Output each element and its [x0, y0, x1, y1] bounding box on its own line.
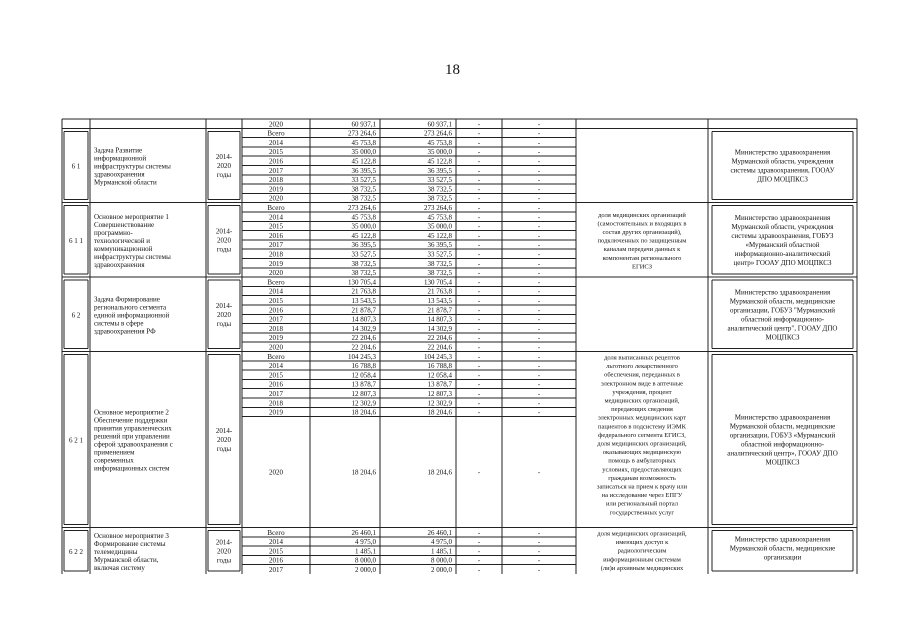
- item-name-line: программно-: [94, 228, 133, 237]
- year-cell: Всего: [267, 352, 285, 361]
- total-value: 13 878,7: [351, 380, 376, 389]
- other-value: -: [537, 468, 541, 477]
- year-cell: 2020: [269, 343, 283, 352]
- item-name-line: Обеспечение поддержки: [94, 416, 168, 425]
- year-cell: 2014: [269, 213, 283, 222]
- indicator-line: условиях, предоставляющих: [602, 466, 682, 474]
- year-cell: Всего: [267, 528, 285, 537]
- period-line: 2014-: [215, 427, 233, 435]
- other-value: -: [537, 324, 541, 333]
- period-line: годы: [216, 245, 232, 254]
- period-line: 2014-: [215, 538, 233, 547]
- item-name-line: технологической и: [94, 236, 151, 245]
- other-value: -: [537, 259, 541, 268]
- other-value: -: [537, 547, 541, 556]
- regional-value: 4 975,0: [431, 538, 452, 547]
- other-value: -: [537, 231, 541, 240]
- other-value: -: [537, 120, 541, 129]
- other-value: -: [537, 213, 541, 222]
- other-value: -: [537, 566, 541, 574]
- total-value: 38 732,5: [351, 194, 376, 203]
- executor-line: областной информационно-: [740, 315, 825, 324]
- federal-value: -: [477, 528, 481, 537]
- federal-value: -: [477, 547, 481, 556]
- regional-value: 130 705,4: [424, 278, 452, 287]
- year-cell: 2016: [269, 380, 283, 389]
- other-value: -: [537, 241, 541, 250]
- indicator-line: каналам передачи данных к: [603, 246, 681, 254]
- regional-value: 13 543,5: [427, 297, 452, 305]
- regional-value: 273 264,6: [424, 204, 452, 212]
- other-value: -: [537, 157, 541, 166]
- regional-value: 26 460,1: [427, 528, 452, 537]
- executor-line: системы здравоохранения, ГОБУЗ: [731, 231, 834, 240]
- period-line: 2020: [217, 162, 231, 170]
- year-cell: 2019: [269, 334, 283, 343]
- year-cell: 2015: [269, 547, 283, 556]
- federal-value: -: [477, 566, 481, 574]
- year-cell: 2018: [269, 324, 283, 333]
- indicator-line: оказывающих медицинскую: [602, 449, 682, 457]
- total-value: 273 264,6: [348, 204, 376, 212]
- federal-value: -: [477, 556, 481, 565]
- item-code: 6 2 1: [69, 436, 83, 445]
- indicator-line: электронных медицинских карт: [598, 414, 686, 422]
- item-name-line: принятия управленческих: [94, 424, 172, 433]
- federal-value: -: [477, 176, 481, 185]
- indicator-line: помощь в амбулаторных: [608, 457, 676, 465]
- total-value: 104 245,3: [348, 352, 376, 361]
- regional-value: 60 937,1: [427, 120, 452, 129]
- regional-value: 33 527,5: [427, 176, 452, 185]
- total-value: 35 000,0: [351, 222, 376, 231]
- total-value: 130 705,4: [348, 278, 376, 287]
- federal-value: -: [477, 204, 481, 212]
- item-name-line: сферой здравоохранения с: [94, 440, 173, 449]
- federal-value: -: [477, 306, 481, 315]
- regional-value: 22 204,6: [427, 343, 452, 352]
- period-line: 2014-: [215, 227, 233, 236]
- year-cell: 2020: [269, 120, 283, 129]
- item-name-line: здравоохранения РФ: [94, 327, 156, 336]
- executor-line: аналитический центр", ГООАУ ДПО: [727, 324, 838, 333]
- total-value: 2 000,0: [355, 566, 376, 574]
- federal-value: -: [477, 129, 481, 138]
- period-line: годы: [216, 445, 232, 453]
- federal-value: -: [477, 408, 481, 417]
- regional-value: 12 807,3: [427, 390, 452, 398]
- item-name-line: применением: [94, 448, 135, 457]
- indicator-line: (самостоятельных и входящих в: [597, 220, 687, 228]
- total-value: 22 204,6: [351, 334, 376, 343]
- item-name-line: информационной: [94, 154, 147, 163]
- regional-value: 45 753,8: [427, 138, 452, 147]
- federal-value: -: [477, 241, 481, 250]
- executor-line: аналитический центр», ГООАУ ДПО: [727, 449, 838, 458]
- federal-value: -: [477, 324, 481, 333]
- total-value: 60 937,1: [351, 120, 376, 129]
- other-value: -: [537, 204, 541, 212]
- indicator-line: доля медицинских организаций: [598, 211, 686, 219]
- regional-value: 45 753,8: [427, 213, 452, 222]
- period-line: 2020: [217, 547, 231, 556]
- other-value: -: [537, 297, 541, 305]
- total-value: 273 264,6: [348, 129, 376, 138]
- year-cell: 2017: [269, 566, 283, 574]
- regional-value: 12 058,4: [427, 371, 452, 380]
- period-line: годы: [216, 319, 232, 328]
- indicator-line: передающих сведения: [611, 406, 673, 414]
- regional-value: 14 302,9: [427, 324, 452, 333]
- executor-line: Мурманской области, медицинские: [729, 297, 836, 306]
- item-name-line: системы в сфере: [94, 319, 144, 328]
- year-cell: 2017: [269, 315, 283, 324]
- other-value: -: [537, 352, 541, 361]
- federal-value: -: [477, 468, 481, 477]
- federal-value: -: [477, 334, 481, 343]
- indicator-line: имеющих доступ к: [615, 539, 669, 547]
- total-value: 22 204,6: [351, 343, 376, 352]
- regional-value: 1 485,1: [431, 547, 452, 556]
- total-value: 4 975,0: [355, 538, 376, 547]
- other-value: -: [537, 278, 541, 287]
- indicator-line: учреждения, процент: [612, 388, 672, 396]
- period-line: годы: [216, 556, 232, 565]
- federal-value: -: [477, 287, 481, 296]
- regional-value: 38 732,5: [427, 185, 452, 194]
- year-cell: Всего: [267, 129, 285, 138]
- total-value: 21 878,7: [351, 306, 376, 315]
- year-cell: 2014: [269, 138, 283, 147]
- total-value: 45 122,8: [351, 231, 376, 240]
- total-value: 8 000,0: [355, 556, 376, 565]
- period-line: 2020: [217, 310, 231, 319]
- year-cell: 2019: [269, 259, 283, 268]
- federal-value: -: [477, 390, 481, 398]
- executor-line: центр» ГООАУ ДПО МОЦПКСЗ: [733, 258, 832, 267]
- year-cell: 2019: [269, 185, 283, 194]
- executor-line: информационно-аналитический: [734, 249, 831, 258]
- regional-value: 38 732,5: [427, 194, 452, 203]
- other-value: -: [537, 334, 541, 343]
- item-code: 6 2 2: [69, 547, 83, 556]
- executor-line: «Мурманский областной: [745, 240, 820, 249]
- item-name-line: здравоохранения: [94, 170, 145, 179]
- other-value: -: [537, 556, 541, 565]
- federal-value: -: [477, 194, 481, 203]
- regional-value: 2 000,0: [431, 566, 452, 574]
- federal-value: -: [477, 231, 481, 240]
- total-value: 13 543,5: [351, 297, 376, 305]
- other-value: -: [537, 185, 541, 194]
- executor-line: Министерство здравоохранения: [734, 413, 831, 422]
- year-cell: 2015: [269, 148, 283, 157]
- regional-value: 38 732,5: [427, 269, 452, 278]
- item-name-line: Задача Формирование: [94, 295, 160, 304]
- item-code: 6 2: [71, 311, 81, 320]
- executor-line: Министерство здравоохранения: [734, 213, 831, 222]
- total-value: 26 460,1: [351, 528, 376, 537]
- executor-line: Мурманской области, учреждения: [731, 222, 834, 231]
- item-name-line: инфраструктуры системы: [94, 252, 171, 261]
- period-line: 2020: [217, 436, 231, 444]
- year-cell: 2014: [269, 538, 283, 547]
- regional-value: 45 122,8: [427, 231, 452, 240]
- indicator-line: доля выписанных рецептов: [604, 354, 680, 362]
- other-value: -: [537, 222, 541, 231]
- indicator-line: компонентам регионального: [602, 254, 682, 262]
- indicator-line: радиологическим: [617, 547, 667, 555]
- indicator-line: на исследование через ЕПГУ: [601, 492, 683, 500]
- federal-value: -: [477, 120, 481, 129]
- federal-value: -: [477, 222, 481, 231]
- other-value: -: [537, 528, 541, 537]
- item-name-line: Формирование системы: [94, 539, 166, 548]
- other-value: -: [537, 287, 541, 296]
- executor-line: организации, ГОБУЗ «Мурманский: [729, 431, 836, 440]
- executor-line: системы здравоохранения, ГООАУ: [730, 166, 835, 175]
- item-name-line: Мурманской области,: [94, 555, 159, 564]
- executor-line: ДПО МОЦПКСЗ: [757, 175, 808, 184]
- indicator-line: государственных услуг: [609, 509, 675, 517]
- year-cell: 2020: [269, 468, 283, 477]
- executor-line: МОЦПКСЗ: [765, 458, 800, 467]
- total-value: 38 732,5: [351, 185, 376, 194]
- period-line: годы: [216, 171, 232, 179]
- year-cell: Всего: [267, 278, 285, 287]
- year-cell: 2015: [269, 222, 283, 231]
- regional-value: 36 395,5: [427, 166, 452, 175]
- total-value: 45 753,8: [351, 138, 376, 147]
- item-name-line: инфраструктуры системы: [94, 162, 171, 171]
- other-value: -: [537, 250, 541, 259]
- executor-line: Министерство здравоохранения: [734, 535, 831, 544]
- indicator-line: пациентов в подсистему ИЭМК: [598, 423, 686, 431]
- period-line: 2014-: [215, 301, 233, 310]
- total-value: 12 058,4: [351, 371, 376, 380]
- other-value: -: [537, 362, 541, 371]
- year-cell: 2017: [269, 390, 283, 398]
- federal-value: -: [477, 538, 481, 547]
- year-cell: 2014: [269, 362, 283, 371]
- regional-value: 14 807,3: [427, 315, 452, 324]
- regional-value: 21 878,7: [427, 306, 452, 315]
- year-cell: 2018: [269, 250, 283, 259]
- executor-line: Министерство здравоохранения: [734, 148, 831, 157]
- regional-value: 16 788,8: [427, 362, 452, 371]
- total-value: 35 000,0: [351, 148, 376, 157]
- regional-value: 8 000,0: [431, 556, 452, 565]
- federal-value: -: [477, 371, 481, 380]
- executor-line: организации, ГОБУЗ "Мурманский: [730, 306, 835, 315]
- item-name-line: Основное мероприятие 2: [94, 408, 169, 417]
- page-number: 18: [445, 62, 460, 78]
- indicator-line: или региональный портал: [606, 500, 678, 508]
- period-line: 2020: [217, 236, 231, 245]
- federal-value: -: [477, 399, 481, 408]
- item-name-line: Совершенствование: [94, 220, 155, 229]
- other-value: -: [537, 399, 541, 408]
- regional-value: 45 122,8: [427, 157, 452, 166]
- federal-value: -: [477, 343, 481, 352]
- total-value: 1 485,1: [355, 547, 376, 556]
- other-value: -: [537, 176, 541, 185]
- total-value: 33 527,5: [351, 176, 376, 185]
- indicator-line: записаться на прием к врачу или: [596, 483, 688, 491]
- executor-line: МОЦПКСЗ: [765, 333, 800, 342]
- year-cell: Всего: [267, 204, 285, 212]
- item-name-line: Мурманской области: [94, 178, 157, 187]
- item-name-line: коммуникационной: [94, 244, 153, 253]
- federal-value: -: [477, 352, 481, 361]
- indicator-line: (ли)и архивным медицинских: [600, 564, 684, 572]
- indicator-line: информационным системам: [603, 556, 681, 564]
- year-cell: 2016: [269, 556, 283, 565]
- indicator-line: гражданам возможность: [608, 474, 676, 482]
- regional-value: 21 763,8: [427, 287, 452, 296]
- total-value: 14 807,3: [351, 315, 376, 324]
- year-cell: 2014: [269, 287, 283, 296]
- item-name-line: современных: [94, 456, 134, 465]
- regional-value: 35 000,0: [427, 222, 452, 231]
- total-value: 12 807,3: [351, 390, 376, 398]
- item-name-line: телемедицины: [94, 547, 138, 556]
- total-value: 12 302,9: [351, 399, 376, 408]
- item-name-line: включая систему: [94, 563, 145, 572]
- indicator-line: ЕГИСЗ: [631, 263, 653, 271]
- indicator-line: подключенных по защищенным: [597, 237, 687, 245]
- total-value: 36 395,5: [351, 241, 376, 250]
- period-line: 2014-: [215, 153, 233, 161]
- other-value: -: [537, 315, 541, 324]
- indicator-line: федерального сегмента ЕГИСЗ,: [598, 431, 686, 439]
- other-value: -: [537, 138, 541, 147]
- total-value: 21 763,8: [351, 287, 376, 296]
- regional-value: 38 732,5: [427, 259, 452, 268]
- executor-line: областной информационно-: [740, 440, 825, 449]
- executor-line: Мурманской области, учреждения: [731, 157, 834, 166]
- regional-value: 22 204,6: [427, 334, 452, 343]
- federal-value: -: [477, 380, 481, 389]
- year-cell: 2016: [269, 306, 283, 315]
- other-value: -: [537, 343, 541, 352]
- regional-value: 104 245,3: [424, 352, 452, 361]
- federal-value: -: [477, 259, 481, 268]
- item-name-line: Основное мероприятие 1: [94, 212, 169, 221]
- total-value: 33 527,5: [351, 250, 376, 259]
- regional-value: 18 204,6: [427, 468, 452, 477]
- executor-line: организации: [763, 553, 802, 562]
- federal-value: -: [477, 157, 481, 166]
- other-value: -: [537, 371, 541, 380]
- federal-value: -: [477, 315, 481, 324]
- federal-value: -: [477, 166, 481, 175]
- total-value: 36 395,5: [351, 166, 376, 175]
- total-value: 14 302,9: [351, 324, 376, 333]
- other-value: -: [537, 148, 541, 157]
- indicator-line: доля медицинских организаций,: [597, 530, 687, 538]
- item-code: 6 1 1: [69, 236, 83, 245]
- indicator-line: электронном виде в аптечные: [600, 380, 684, 388]
- total-value: 45 753,8: [351, 213, 376, 222]
- federal-value: -: [477, 269, 481, 278]
- federal-value: -: [477, 278, 481, 287]
- year-cell: 2015: [269, 297, 283, 305]
- other-value: -: [537, 269, 541, 278]
- federal-value: -: [477, 362, 481, 371]
- regional-value: 13 878,7: [427, 380, 452, 389]
- item-name-line: решений при управлении: [94, 432, 170, 441]
- item-code: 6 1: [71, 162, 81, 171]
- federal-value: -: [477, 148, 481, 157]
- other-value: -: [537, 538, 541, 547]
- regional-value: 36 395,5: [427, 241, 452, 250]
- federal-value: -: [477, 250, 481, 259]
- item-name-line: здравоохранения: [94, 260, 145, 269]
- indicator-line: льготного лекарственного: [606, 363, 678, 371]
- federal-value: -: [477, 297, 481, 305]
- item-name-line: регионального сегмента: [94, 303, 167, 312]
- regional-value: 18 204,6: [427, 408, 452, 417]
- regional-value: 35 000,0: [427, 148, 452, 157]
- item-name-line: единой информационной: [94, 311, 170, 320]
- total-value: 18 204,6: [351, 468, 376, 477]
- item-name-line: информационных систем: [94, 464, 170, 473]
- year-cell: 2019: [269, 408, 283, 417]
- other-value: -: [537, 390, 541, 398]
- other-value: -: [537, 408, 541, 417]
- year-cell: 2017: [269, 241, 283, 250]
- executor-line: Мурманской области, медицинские: [729, 544, 836, 553]
- year-cell: 2015: [269, 371, 283, 380]
- regional-value: 273 264,6: [424, 129, 452, 138]
- other-value: -: [537, 306, 541, 315]
- regional-value: 12 302,9: [427, 399, 452, 408]
- total-value: 38 732,5: [351, 259, 376, 268]
- federal-value: -: [477, 138, 481, 147]
- executor-line: Министерство здравоохранения: [734, 288, 831, 297]
- indicator-line: состав других организаций),: [602, 229, 682, 236]
- other-value: -: [537, 380, 541, 389]
- year-cell: 2020: [269, 194, 283, 203]
- year-cell: 2017: [269, 166, 283, 175]
- indicator-line: медицинских организаций,: [604, 397, 680, 405]
- federal-value: -: [477, 213, 481, 222]
- item-name-line: Основное мероприятие 3: [94, 531, 169, 540]
- federal-value: -: [477, 185, 481, 194]
- total-value: 18 204,6: [351, 408, 376, 417]
- indicator-line: обеспечения, переданных в: [604, 371, 680, 379]
- year-cell: 2016: [269, 157, 283, 166]
- total-value: 45 122,8: [351, 157, 376, 166]
- total-value: 38 732,5: [351, 269, 376, 278]
- year-cell: 2016: [269, 231, 283, 240]
- other-value: -: [537, 129, 541, 138]
- year-cell: 2018: [269, 399, 283, 408]
- item-name-line: Задача Развитие: [94, 146, 143, 155]
- indicator-line: доля медицинских организаций,: [597, 440, 687, 448]
- other-value: -: [537, 166, 541, 175]
- regional-value: 33 527,5: [427, 250, 452, 259]
- executor-line: Мурманской области, медицинские: [729, 422, 836, 431]
- other-value: -: [537, 194, 541, 203]
- year-cell: 2018: [269, 176, 283, 185]
- year-cell: 2020: [269, 269, 283, 278]
- total-value: 16 788,8: [351, 362, 376, 371]
